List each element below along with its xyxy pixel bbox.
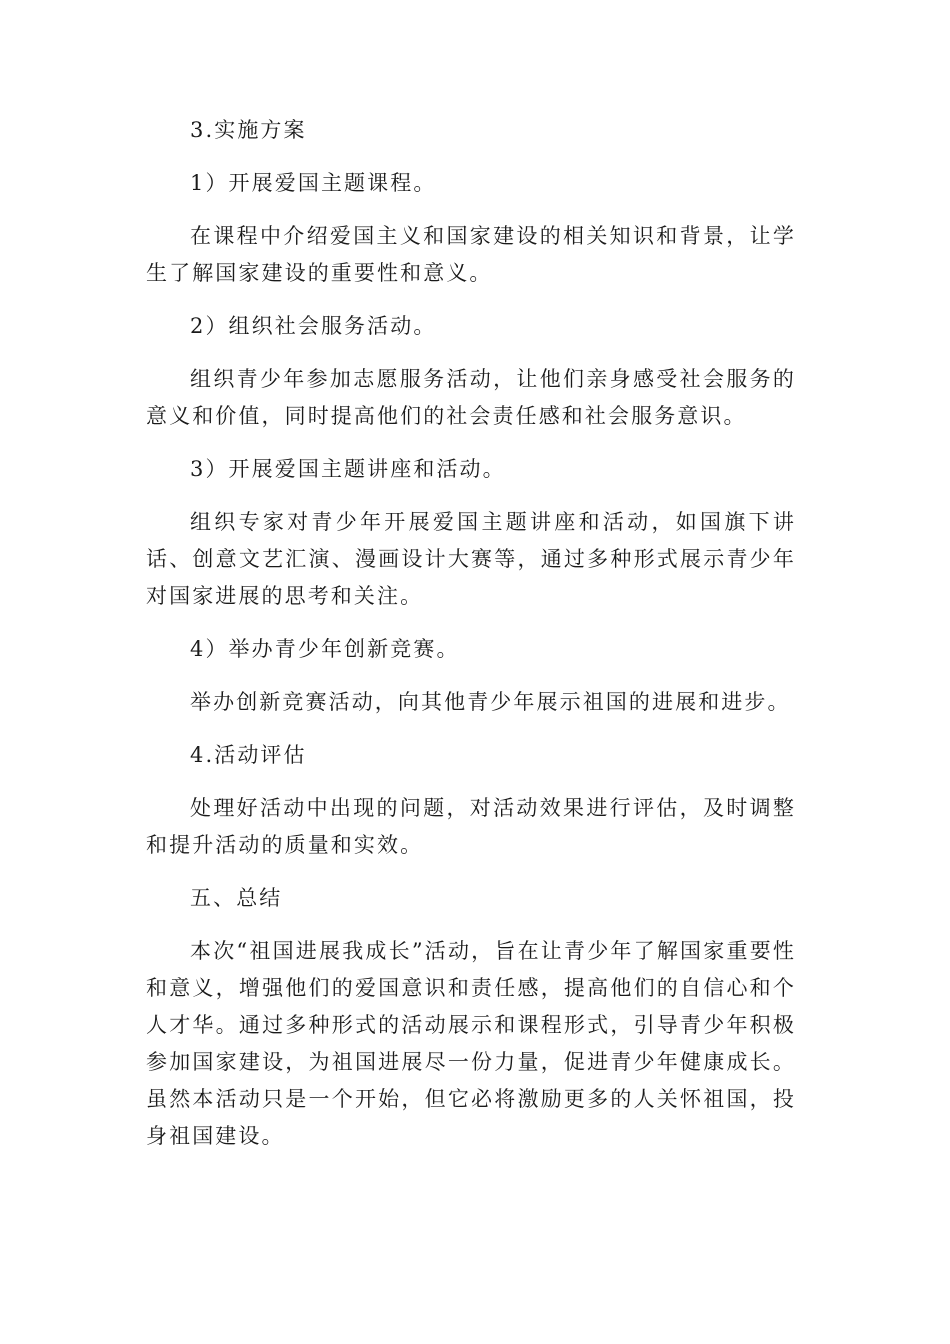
item-heading-4: 4）举办青少年创新竞赛。: [190, 637, 460, 661]
item-heading-2: 2）组织社会服务活动。: [190, 314, 437, 338]
section-heading-evaluation: 4.活动评估: [190, 743, 307, 767]
document-body: [146, 112, 796, 1155]
item-body-1: 在课程中介绍爱国主义和国家建设的相关知识和背景，让学生了解国家建设的重要性和意义。: [146, 224, 796, 285]
item-body-2: 组织青少年参加志愿服务活动，让他们亲身感受社会服务的意义和价值，同时提高他们的社会责任感和社会服务意识。: [146, 367, 796, 428]
item-body-3: 组织专家对青少年开展爱国主题讲座和活动，如国旗下讲话、创意文艺汇演、漫画设计大赛等，通过多种形式展示青少年对国家进展的思考和关注。: [146, 510, 796, 608]
section-heading-summary: 五、总结: [190, 886, 283, 910]
item-heading-3: 3）开展爱国主题讲座和活动。: [190, 457, 506, 481]
summary-body: 本次“祖国进展我成长”活动，旨在让青少年了解国家重要性和意义，增强他们的爱国意识和责任感，提高他们的自信心和个人才华。通过多种形式的活动展示和课程形式，引导青少年积极参加国家建设，为祖国进展尽一份力量，促进青少年健康成长。虽然本活动只是一个开始，但它必将激励更多的人关怀祖国，投身祖国建设。: [146, 939, 796, 1148]
section-heading-implementation: 3.实施方案: [190, 118, 307, 142]
evaluation-body: 处理好活动中出现的问题，对活动效果进行评估，及时调整和提升活动的质量和实效。: [146, 796, 796, 857]
item-body-4: 举办创新竞赛活动，向其他青少年展示祖国的进展和进步。: [190, 690, 791, 714]
item-heading-1: 1）开展爱国主题课程。: [190, 171, 437, 195]
